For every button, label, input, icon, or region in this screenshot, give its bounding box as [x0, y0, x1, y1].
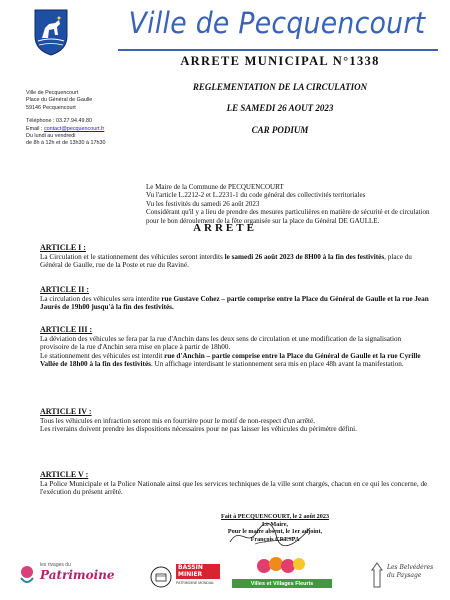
sidebar-line: Ville de Pecquencourt	[26, 90, 79, 96]
arrete-event: CAR PODIUM	[251, 125, 309, 135]
sidebar-email-link[interactable]: contact@pecquencourt.fr	[43, 125, 105, 132]
article-text: La Police Municipale et la Police Nationale ainsi que les services techniques de la ville sont chargés, chacun en ce qui les concerne, de l'exécution du présent arrêté.	[40, 479, 428, 497]
sidebar-hours: Du lundi au vendredi	[26, 133, 76, 140]
article-heading: ARTICLE III :	[40, 325, 93, 334]
article-text: La Circulation et le stationnement des véhicules seront interdits le samedi 26 août 2023 de 8H00 à la fin des festivités, place du Général de Gaulle, rue de la Poste et rue du Raviné.	[40, 252, 412, 270]
signature-title: Le Maire,	[261, 520, 288, 528]
patrimoine-emblem-icon	[18, 564, 36, 586]
arrete-date: LE SAMEDI 26 AOUT 2023	[226, 103, 334, 113]
sidebar-email-label: Email :	[26, 125, 44, 132]
arrete-subject: REGLEMENTATION DE LA CIRCULATION	[192, 82, 368, 92]
signature-name: François CRESPA	[250, 535, 300, 543]
contact-sidebar	[26, 90, 144, 148]
article-text: Le stationnement des véhicules est interdit rue d'Anchin – partie comprise entre la Place du Général de Gaulle et la rue Cyrille Vallée de 18h00 à la fin des festivités. Un affichage interdisant le stationnement sera mis en place 48h avant la manifestation.	[40, 351, 421, 369]
page-title: Ville de Pecquencourt	[128, 6, 426, 40]
preamble-line: Considérant qu'il y a lieu de prendre des mesures particulières en matière de sécurité et de circulation pour le bon déroulement de la fête organisée sur la place du Général DE GAULLE.	[146, 208, 430, 225]
title-underline	[118, 49, 438, 51]
article-heading: ARTICLE V :	[40, 470, 89, 479]
preamble	[146, 183, 436, 225]
sidebar-hours: de 8h à 12h et de 13h30 à 17h30	[26, 140, 106, 147]
article-3	[40, 325, 430, 369]
preamble-line: Vu l'article L.2212-2 et L.2231-1 du code général des collectivités territoriales	[146, 191, 366, 200]
unesco-emblem-icon	[150, 566, 172, 588]
sidebar-email-row	[26, 126, 144, 133]
sidebar-phone: Téléphone : 03.27.94.49.80	[26, 118, 92, 125]
flowers-icon	[252, 555, 310, 577]
signature-place-date: Fait à PECQUENCOURT, le 2 août 2023	[220, 513, 330, 520]
article-4	[40, 407, 430, 434]
logo-rivages-patrimoine: les rivages du Patrimoine	[18, 558, 128, 594]
logo-villes-fleuris: Villes et Villages Fleuris	[232, 555, 332, 593]
handwritten-signature-icon	[225, 520, 315, 550]
arrete-heading: ARRETE	[193, 222, 257, 234]
article-2	[40, 285, 430, 312]
town-crest-icon	[33, 8, 69, 56]
article-1	[40, 243, 430, 270]
article-text: La circulation des véhicules sera interdite rue Gustave Cohez – partie comprise entre la Place du Général de Gaulle et la rue Jean Jaurès de 19h00 jusqu'à la fin des festivités.	[40, 294, 429, 312]
sidebar-line: 59146 Pecquencourt	[26, 104, 76, 111]
preamble-line: Vu les festivités du samedi 26 août 2023	[146, 199, 260, 208]
article-text: Tous les véhicules en infraction seront mis en fourrière pour le motif de non-respect d'un arrêté.	[40, 416, 316, 425]
article-heading: ARTICLE IV :	[40, 407, 92, 416]
preamble-line: Le Maire de la Commune de PECQUENCOURT	[146, 183, 284, 191]
article-5	[40, 470, 430, 497]
article-text: Les riverains doivent prendre les dispositions nécessaires pour ne pas laisser les véhicules du périmètre défini.	[40, 425, 357, 434]
arrete-number: ARRETE MUNICIPAL N°1338	[180, 54, 380, 68]
article-heading: ARTICLE II :	[40, 285, 90, 294]
sidebar-line: Place du Général de Gaulle	[26, 97, 93, 104]
article-heading: ARTICLE I :	[40, 243, 86, 252]
article-text: La déviation des véhicules se fera par la rue d'Anchin dans les deux sens de circulation et une modification de la signalisation provisoire de la rue d'Anchin sera mise en place à partir de 18h00.	[40, 334, 402, 352]
logo-belvederes: Les Belvédères du Paysage	[370, 558, 440, 594]
signature-delegation: Pour le maire absent, le 1er adjoint,	[227, 528, 323, 536]
belvedere-tower-icon	[370, 562, 384, 588]
logo-bassin-minier: BASSIN MINIER PATRIMOINE MONDIAL	[150, 562, 220, 594]
